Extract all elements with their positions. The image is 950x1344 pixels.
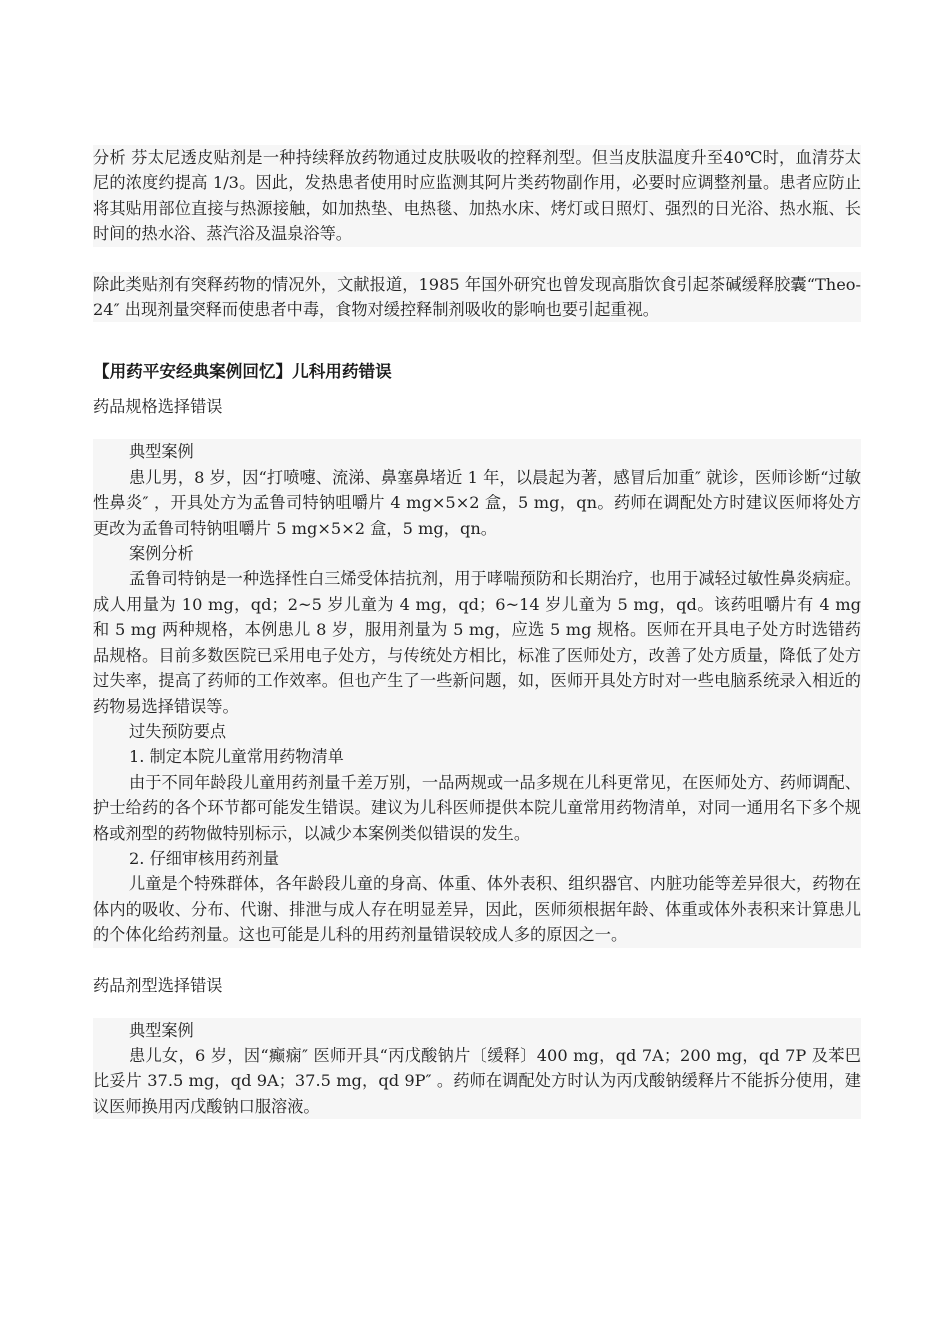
part1-analysis-text: 孟鲁司特钠是一种选择性白三烯受体拮抗剂，用于哮喘预防和长期治疗，也用于减轻过敏性鼻炎病症。成人用量为 10 mg，qd；2~5 岁儿童为 4 mg，qd；6~14 岁儿童为 5 mg，qd。该药咀嚼片有 4 mg 和 5 mg 两种规格，本例患儿 8 岁，服用剂量为 5 mg，应选 5 mg 规格。医师在开具电子处方时选错药品规格。目前多数医院已采用电子处方，与传统处方相比，标准了医师处方，改善了处方质量，降低了处方过失率，提高了药师的工作效率。但也产生了一些新问题，如，医师开具处方时对一些电脑系统录入相近的药物易选择错误等。 [93,569,867,716]
part1-point1-text: 由于不同年龄段儿童用药剂量千差万别，一品两规或一品多规在儿科更常见，在医师处方、药师调配、护士给药的各个环节都可能发生错误。建议为儿科医师提供本院儿童常用药物清单，对同一通用名下多个规格或剂型的药物做特别标示，以减少本案例类似错误的发生。 [93,772,861,843]
part1-title: 药品规格选择错误 [93,397,223,417]
part2-block [93,1018,861,1120]
part1-point1-label: 1. 制定本院儿童常用药物清单 [129,747,344,767]
intro-paragraph-2: 除此类贴剂有突释药物的情况外，文献报道，1985 年国外研究也曾发现高脂饮食引起茶碱缓释胶囊“Theo-24″ 出现剂量突释而使患者中毒，食物对缓控释制剂吸收的影响也要引起重视。 [93,272,861,323]
part2-case-label: 典型案例 [129,1020,194,1040]
spacer [93,419,861,439]
part1-point2-label: 2. 仔细审核用药剂量 [129,848,280,868]
spacer [93,998,861,1018]
spacer [93,384,861,394]
part2-case-text: 患儿女，6 岁，因“癫痫″ 医师开具“丙戊酸钠片〔缓释〕400 mg，qd 7A；200 mg，qd 7P 及苯巴比妥片 37.5 mg，qd 9A；37.5 mg，qd 9P″ 。药师在调配处方时认为丙戊酸钠缓释片不能拆分使用，建议医师换用丙戊酸钠口服溶液。 [93,1045,861,1116]
part1-case-label: 典型案例 [129,442,194,462]
part2-title: 药品剂型选择错误 [93,975,223,995]
part1-case-text: 患儿男，8 岁，因“打喷嚏、流涕、鼻塞鼻堵近 1 年，以晨起为著，感冒后加重″ 就诊，医师诊断“过敏性鼻炎″ ，开具处方为孟鲁司特钠咀嚼片 4 mg×5×2 盒，5 mg，qn。药师在调配处方时建议医师将处方更改为孟鲁司特钠咀嚼片 5 mg×5×2 盒，5 mg，qn。 [93,467,861,538]
spacer [93,322,861,360]
spacer [93,948,861,973]
intro-paragraph-1: 分析 芬太尼透皮贴剂是一种持续释放药物通过皮肤吸收的控释剂型。但当皮肤温度升至40℃时，血清芬太尼的浓度约提高 1/3。因此，发热患者使用时应监测其阿片类药物副作用，必要时应调整剂量。患者应防止将其贴用部位直接与热源接触，如加热垫、电热毯、加热水床、烤灯或日照灯、强烈的日光浴、热水瓶、长时间的热水浴、蒸汽浴及温泉浴等。 [93,145,861,247]
spacer [93,247,861,272]
part1-point2-text: 儿童是个特殊群体，各年龄段儿童的身高、体重、体外表积、组织器官、内脏功能等差异很大，药物在体内的吸收、分布、代谢、排泄与成人存在明显差异，因此，医师须根据年龄、体重或体外表积来计算患儿的个体化给药剂量。这也可能是儿科的用药剂量错误较成人多的原因之一。 [93,874,861,945]
part1-prevent-label: 过失预防要点 [129,721,227,741]
part1-analysis-label: 案例分析 [129,544,194,564]
document-page [93,145,867,1119]
section-heading: 【用药平安经典案例回忆】儿科用药错误 [93,362,392,382]
part1-block [93,439,867,947]
